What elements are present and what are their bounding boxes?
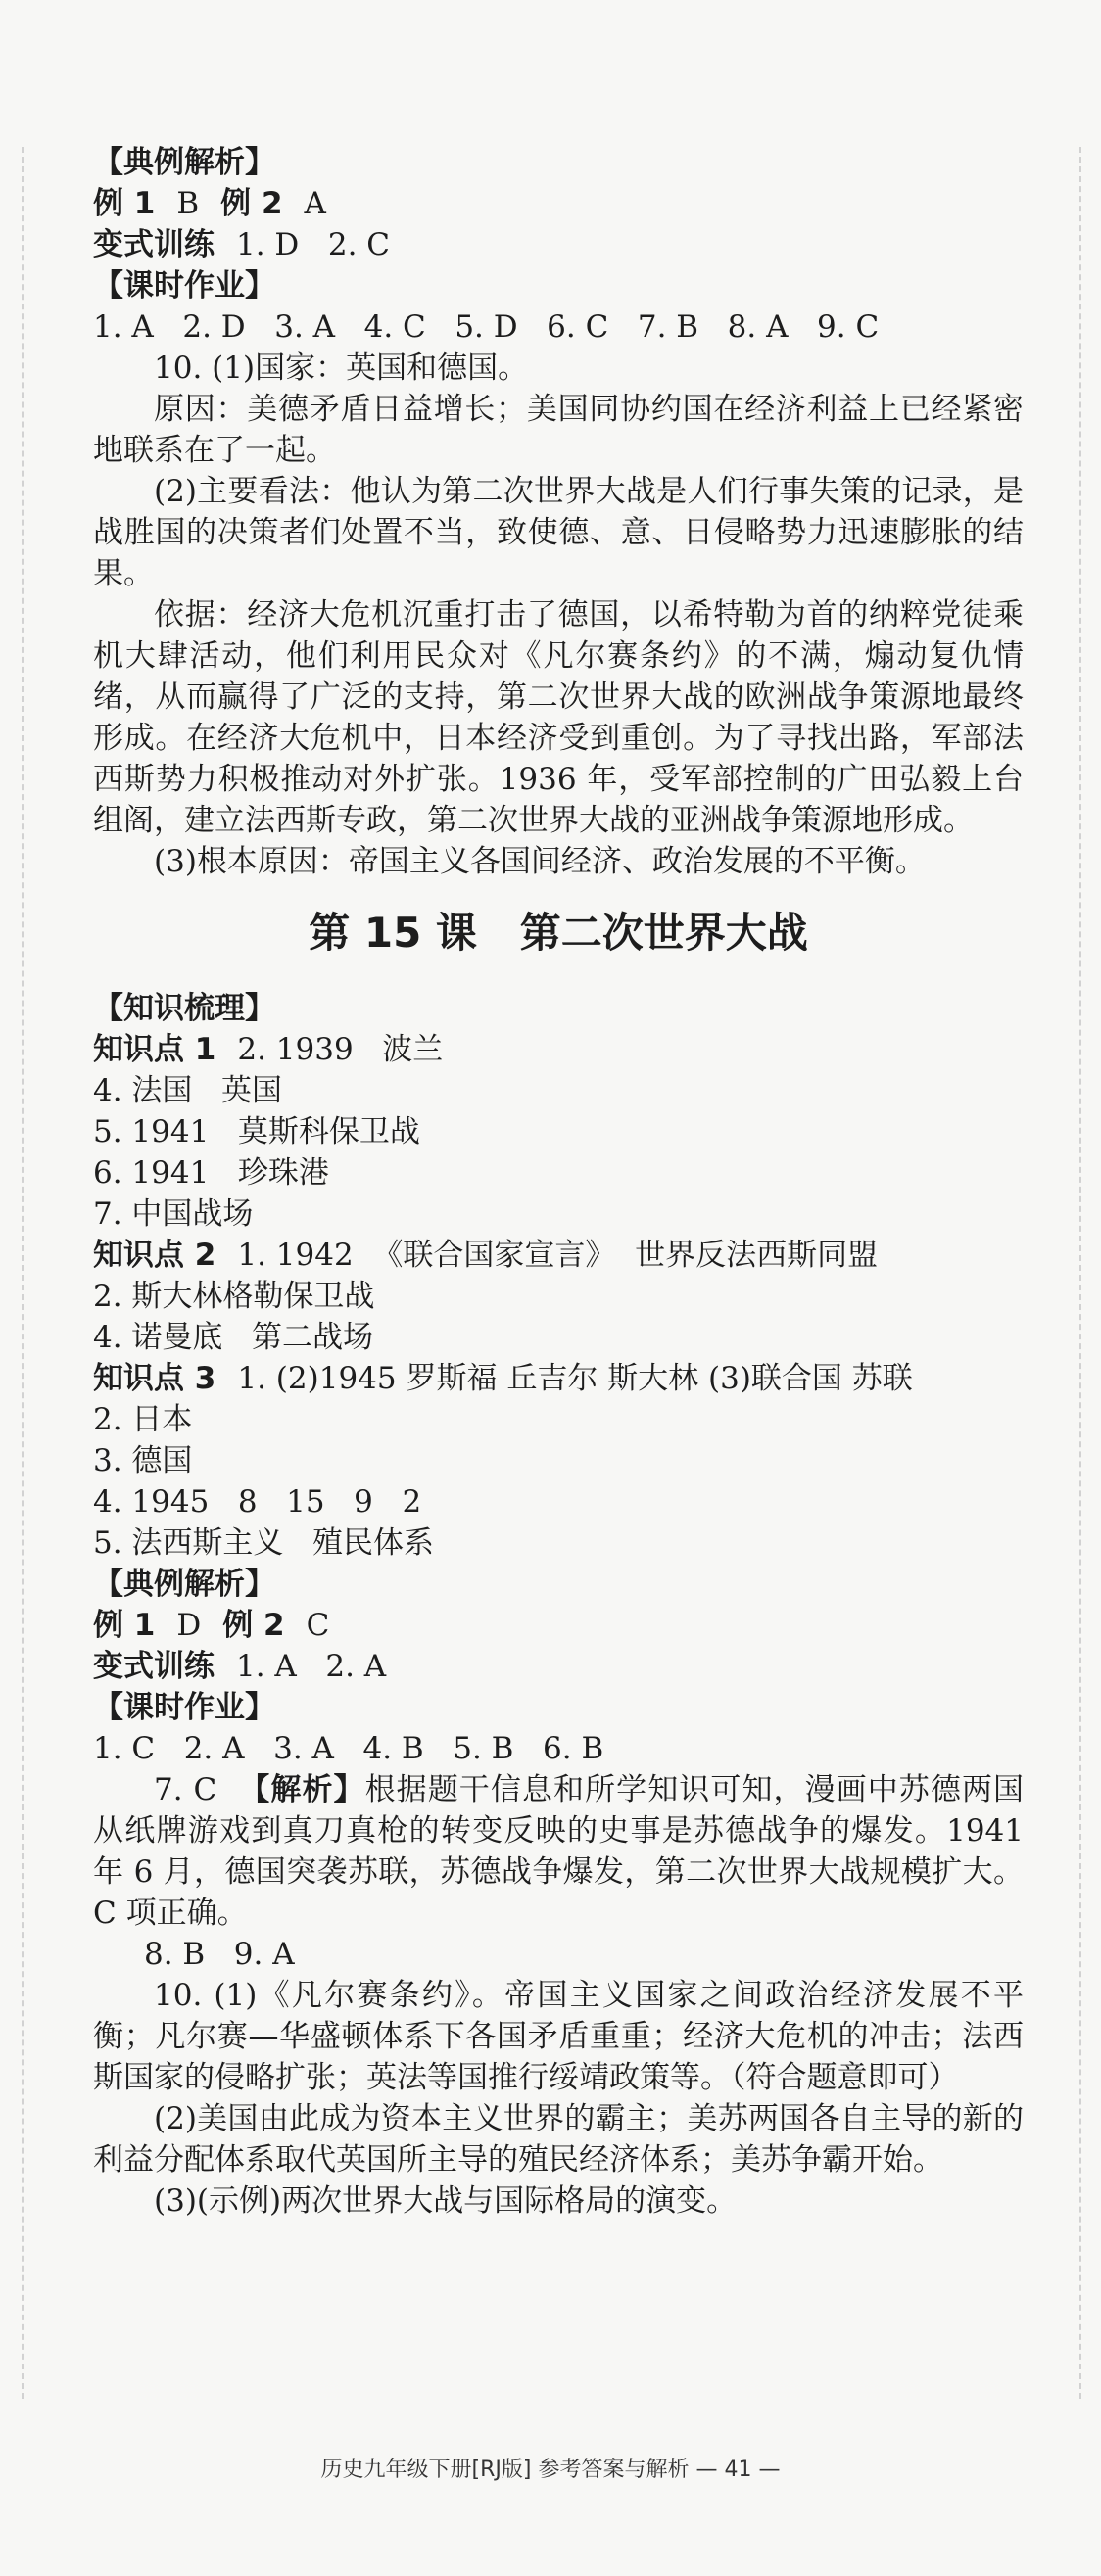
knowledge-point: 知识点 3 1. (2)1945 罗斯福 丘吉尔 斯大林 (3)联合国 苏联 bbox=[93, 1361, 913, 1396]
knowledge-item: 5. 法西斯主义 殖民体系 bbox=[93, 1525, 434, 1561]
knowledge-item: 5. 1941 莫斯科保卫战 bbox=[93, 1114, 420, 1149]
example-answers: 例 1 D 例 2 C bbox=[93, 1608, 330, 1643]
choice-answers: 1. A 2. D 3. A 4. C 5. D 6. C 7. B 8. A 9. C bbox=[93, 309, 880, 345]
answer-page bbox=[93, 142, 1024, 2222]
knowledge-item: 4. 诺曼底 第二战场 bbox=[93, 1320, 373, 1355]
page-edge-right bbox=[1079, 147, 1081, 2399]
knowledge-item: 4. 法国 英国 bbox=[93, 1073, 282, 1108]
variant-answers: 变式训练 1. A 2. A bbox=[93, 1649, 387, 1684]
answer-paragraph: (2)主要看法：他认为第二次世界大战是人们行事失策的记录，是战胜国的决策者们处置不当，致使德、意、日侵略势力迅速膨胀的结果。 bbox=[93, 474, 1024, 591]
variant-answers: 变式训练 1. D 2. C bbox=[93, 227, 390, 262]
choice-answers: 8. B 9. A bbox=[144, 1937, 295, 1972]
knowledge-item: 3. 德国 bbox=[93, 1443, 193, 1478]
lesson-title: 第 15 课 第二次世界大战 bbox=[309, 909, 808, 957]
knowledge-item: 7. 中国战场 bbox=[93, 1196, 254, 1232]
answer-paragraph: 依据：经济大危机沉重打击了德国，以希特勒为首的纳粹党徒乘机大肆活动，他们利用民众对《凡尔赛条约》的不满，煽动复仇情绪，从而赢得了广泛的支持，第二次世界大战的欧洲战争策源地最终形成。在经济大危机中，日本经济受到重创。为了寻找出路，军部法西斯势力积极推动对外扩张。1936 年，受军部控制的广田弘毅上台组阁，建立法西斯专政，第二次世界大战的亚洲战争策源地形成。 bbox=[93, 597, 1024, 838]
knowledge-item: 2. 斯大林格勒保卫战 bbox=[93, 1279, 375, 1314]
knowledge-item: 6. 1941 珍珠港 bbox=[93, 1155, 329, 1191]
section-heading: 【课时作业】 bbox=[93, 1690, 275, 1725]
knowledge-item: 2. 日本 bbox=[93, 1402, 193, 1437]
example-answers: 例 1 B 例 2 A bbox=[93, 186, 326, 221]
answer-paragraph: 10. (1)国家：英国和德国。 bbox=[154, 351, 529, 386]
knowledge-point: 知识点 1 2. 1939 波兰 bbox=[93, 1032, 444, 1067]
knowledge-point: 知识点 2 1. 1942 《联合国家宣言》 世界反法西斯同盟 bbox=[93, 1238, 879, 1273]
page-edge-left bbox=[22, 147, 24, 2399]
page-footer: 历史九年级下册[RJ版] 参考答案与解析 — 41 — bbox=[320, 2458, 781, 2482]
section-heading: 【典例解析】 bbox=[93, 145, 275, 180]
answer-paragraph: 10. (1)《凡尔赛条约》。帝国主义国家之间政治经济发展不平衡；凡尔赛—华盛顿体系下各国矛盾重重；经济大危机的冲击；法西斯国家的侵略扩张；英法等国推行绥靖政策等。（符合题意即可） bbox=[93, 1978, 1024, 2095]
answer-paragraph: 原因：美德矛盾日益增长；美国同协约国在经济利益上已经紧密地联系在了一起。 bbox=[93, 392, 1024, 468]
section-heading: 【课时作业】 bbox=[93, 268, 275, 304]
section-heading: 【知识梳理】 bbox=[93, 991, 275, 1026]
knowledge-item: 4. 1945 8 15 9 2 bbox=[93, 1484, 422, 1520]
answer-paragraph: (3)(示例)两次世界大战与国际格局的演变。 bbox=[154, 2183, 738, 2219]
answer-paragraph: (3)根本原因：帝国主义各国间经济、政治发展的不平衡。 bbox=[154, 844, 926, 879]
choice-answers: 1. C 2. A 3. A 4. B 5. B 6. B bbox=[93, 1731, 604, 1766]
answer-paragraph: 7. C 【解析】根据题干信息和所学知识可知，漫画中苏德两国从纸牌游戏到真刀真枪的转变反映的史事是苏德战争的爆发。1941 年 6 月，德国突袭苏联，苏德战争爆发，第二次世界大战规模扩大。C 项正确。 bbox=[93, 1772, 1025, 1931]
section-heading: 【典例解析】 bbox=[93, 1567, 275, 1602]
answer-paragraph: (2)美国由此成为资本主义世界的霸主；美苏两国各自主导的新的利益分配体系取代英国所主导的殖民经济体系；美苏争霸开始。 bbox=[93, 2101, 1024, 2178]
